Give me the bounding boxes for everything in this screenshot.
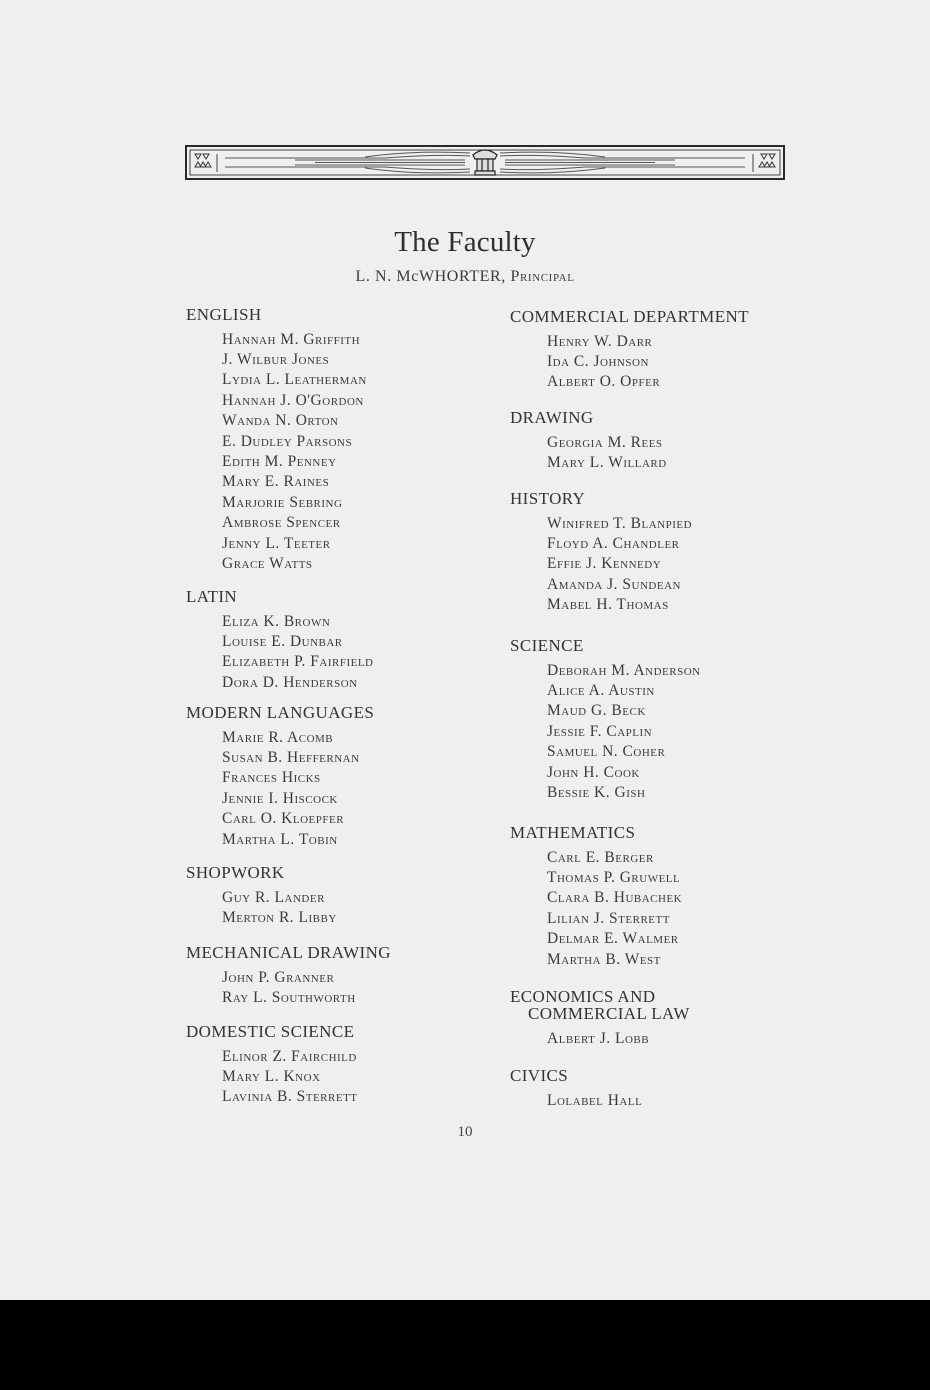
department-heading [186,588,237,605]
faculty-name: Thomas P. Gruwell [547,868,681,886]
faculty-name: Louise E. Dunbar [222,632,343,650]
department-heading [186,864,285,881]
faculty-name: Jessie F. Caplin [547,722,653,740]
faculty-name: Winifred T. Blanpied [547,514,693,532]
faculty-name: Merton R. Libby [222,908,337,926]
faculty-name: Deborah M. Anderson [547,661,701,679]
faculty-name: Samuel N. Coher [547,743,666,761]
faculty-name: Jenny L. Teeter [222,534,331,552]
faculty-name: John H. Cook [547,763,640,781]
left-wing-ornament [225,152,470,173]
faculty-name: Grace Watts [222,554,313,572]
faculty-name: Albert O. Opfer [547,373,661,391]
faculty-name: Dora D. Henderson [222,673,358,691]
right-wing-ornament [500,152,745,173]
faculty-name: Lydia L. Leatherman [222,371,367,389]
faculty-name: Ray L. Southworth [222,988,356,1006]
faculty-name: John P. Granner [222,968,335,986]
faculty-name: Mary E. Raines [222,473,330,491]
faculty-name: Bessie K. Gish [547,783,646,801]
faculty-name: Carl O. Kloepfer [222,810,345,828]
faculty-name: Ambrose Spencer [222,514,341,532]
faculty-name: Albert J. Lobb [547,1029,650,1047]
principal-role: Principal [510,268,575,285]
faculty-name: Eliza K. Brown [222,612,331,630]
central-lamp-emblem [473,150,497,175]
faculty-name: Jennie I. Hiscock [222,789,338,807]
faculty-name: Martha L. Tobin [222,830,338,848]
faculty-name: Georgia M. Rees [547,433,663,451]
faculty-name: Delmar E. Walmer [547,930,679,948]
department-heading [510,988,690,1022]
ornamental-banner [185,145,785,180]
faculty-name: Mabel H. Thomas [547,596,669,614]
principal-name: L. N. McWHORTER, [355,268,506,285]
faculty-name: Guy R. Lander [222,888,325,906]
department-heading-line: MECHANICAL DRAWING [186,943,391,962]
department-heading [510,1067,568,1084]
faculty-name: Alice A. Austin [547,681,655,699]
faculty-name: Susan B. Heffernan [222,748,360,766]
faculty-name: Amanda J. Sundean [547,575,681,593]
department-heading [510,308,749,325]
faculty-name: Clara B. Hubachek [547,889,683,907]
faculty-name: Mary L. Willard [547,453,667,471]
faculty-name: Lilian J. Sterrett [547,909,670,927]
department-heading [186,704,374,721]
faculty-name: J. Wilbur Jones [222,350,330,368]
principal-line [0,268,930,286]
faculty-name: Elinor Z. Fairchild [222,1047,357,1065]
department-heading-line: ECONOMICS AND [510,987,656,1006]
faculty-name: Frances Hicks [222,769,321,787]
department-heading-line: ENGLISH [186,305,262,324]
department-heading [186,306,262,323]
page-title: The Faculty [394,226,536,258]
faculty-name: Lavinia B. Sterrett [222,1088,358,1106]
left-triangle-emblem [195,154,211,167]
faculty-name: Marjorie Sebring [222,493,343,511]
faculty-name: Henry W. Darr [547,332,653,350]
department-heading-line: DRAWING [510,408,594,427]
faculty-name: Lolabel Hall [547,1091,643,1109]
faculty-name: Effie J. Kennedy [547,555,662,573]
department-heading-line: DOMESTIC SCIENCE [186,1022,355,1041]
department-heading [186,944,391,961]
faculty-name: Ida C. Johnson [547,352,649,370]
department-heading-line: SCIENCE [510,636,584,655]
page-number: 10 [457,1124,473,1140]
department-heading-line: SHOPWORK [186,863,285,882]
faculty-name: E. Dudley Parsons [222,432,353,450]
faculty-name: Edith M. Penney [222,452,337,470]
department-heading [510,490,585,507]
right-triangle-emblem [759,154,775,167]
faculty-name: Mary L. Knox [222,1067,321,1085]
faculty-name: Floyd A. Chandler [547,534,680,552]
department-heading-line: LATIN [186,587,238,606]
department-heading-line: CIVICS [510,1066,569,1085]
department-heading-line: MATHEMATICS [510,823,636,842]
department-heading [510,824,635,841]
faculty-name: Marie R. Acomb [222,728,334,746]
department-heading [186,1023,354,1040]
faculty-name: Hannah M. Griffith [222,330,361,348]
faculty-name: Hannah J. O'Gordon [222,391,364,409]
faculty-name: Carl E. Berger [547,848,654,866]
faculty-name: Martha B. West [547,950,661,968]
faculty-name: Maud G. Beck [547,702,646,720]
department-heading-line: MODERN LANGUAGES [186,703,375,722]
department-heading-line: COMMERCIAL DEPARTMENT [510,307,749,326]
department-heading [510,637,584,654]
faculty-name: Elizabeth P. Fairfield [222,653,374,671]
faculty-name: Wanda N. Orton [222,412,339,430]
department-heading [510,409,594,426]
department-heading-line: HISTORY [510,489,586,508]
department-heading-line: COMMERCIAL LAW [528,1004,690,1023]
